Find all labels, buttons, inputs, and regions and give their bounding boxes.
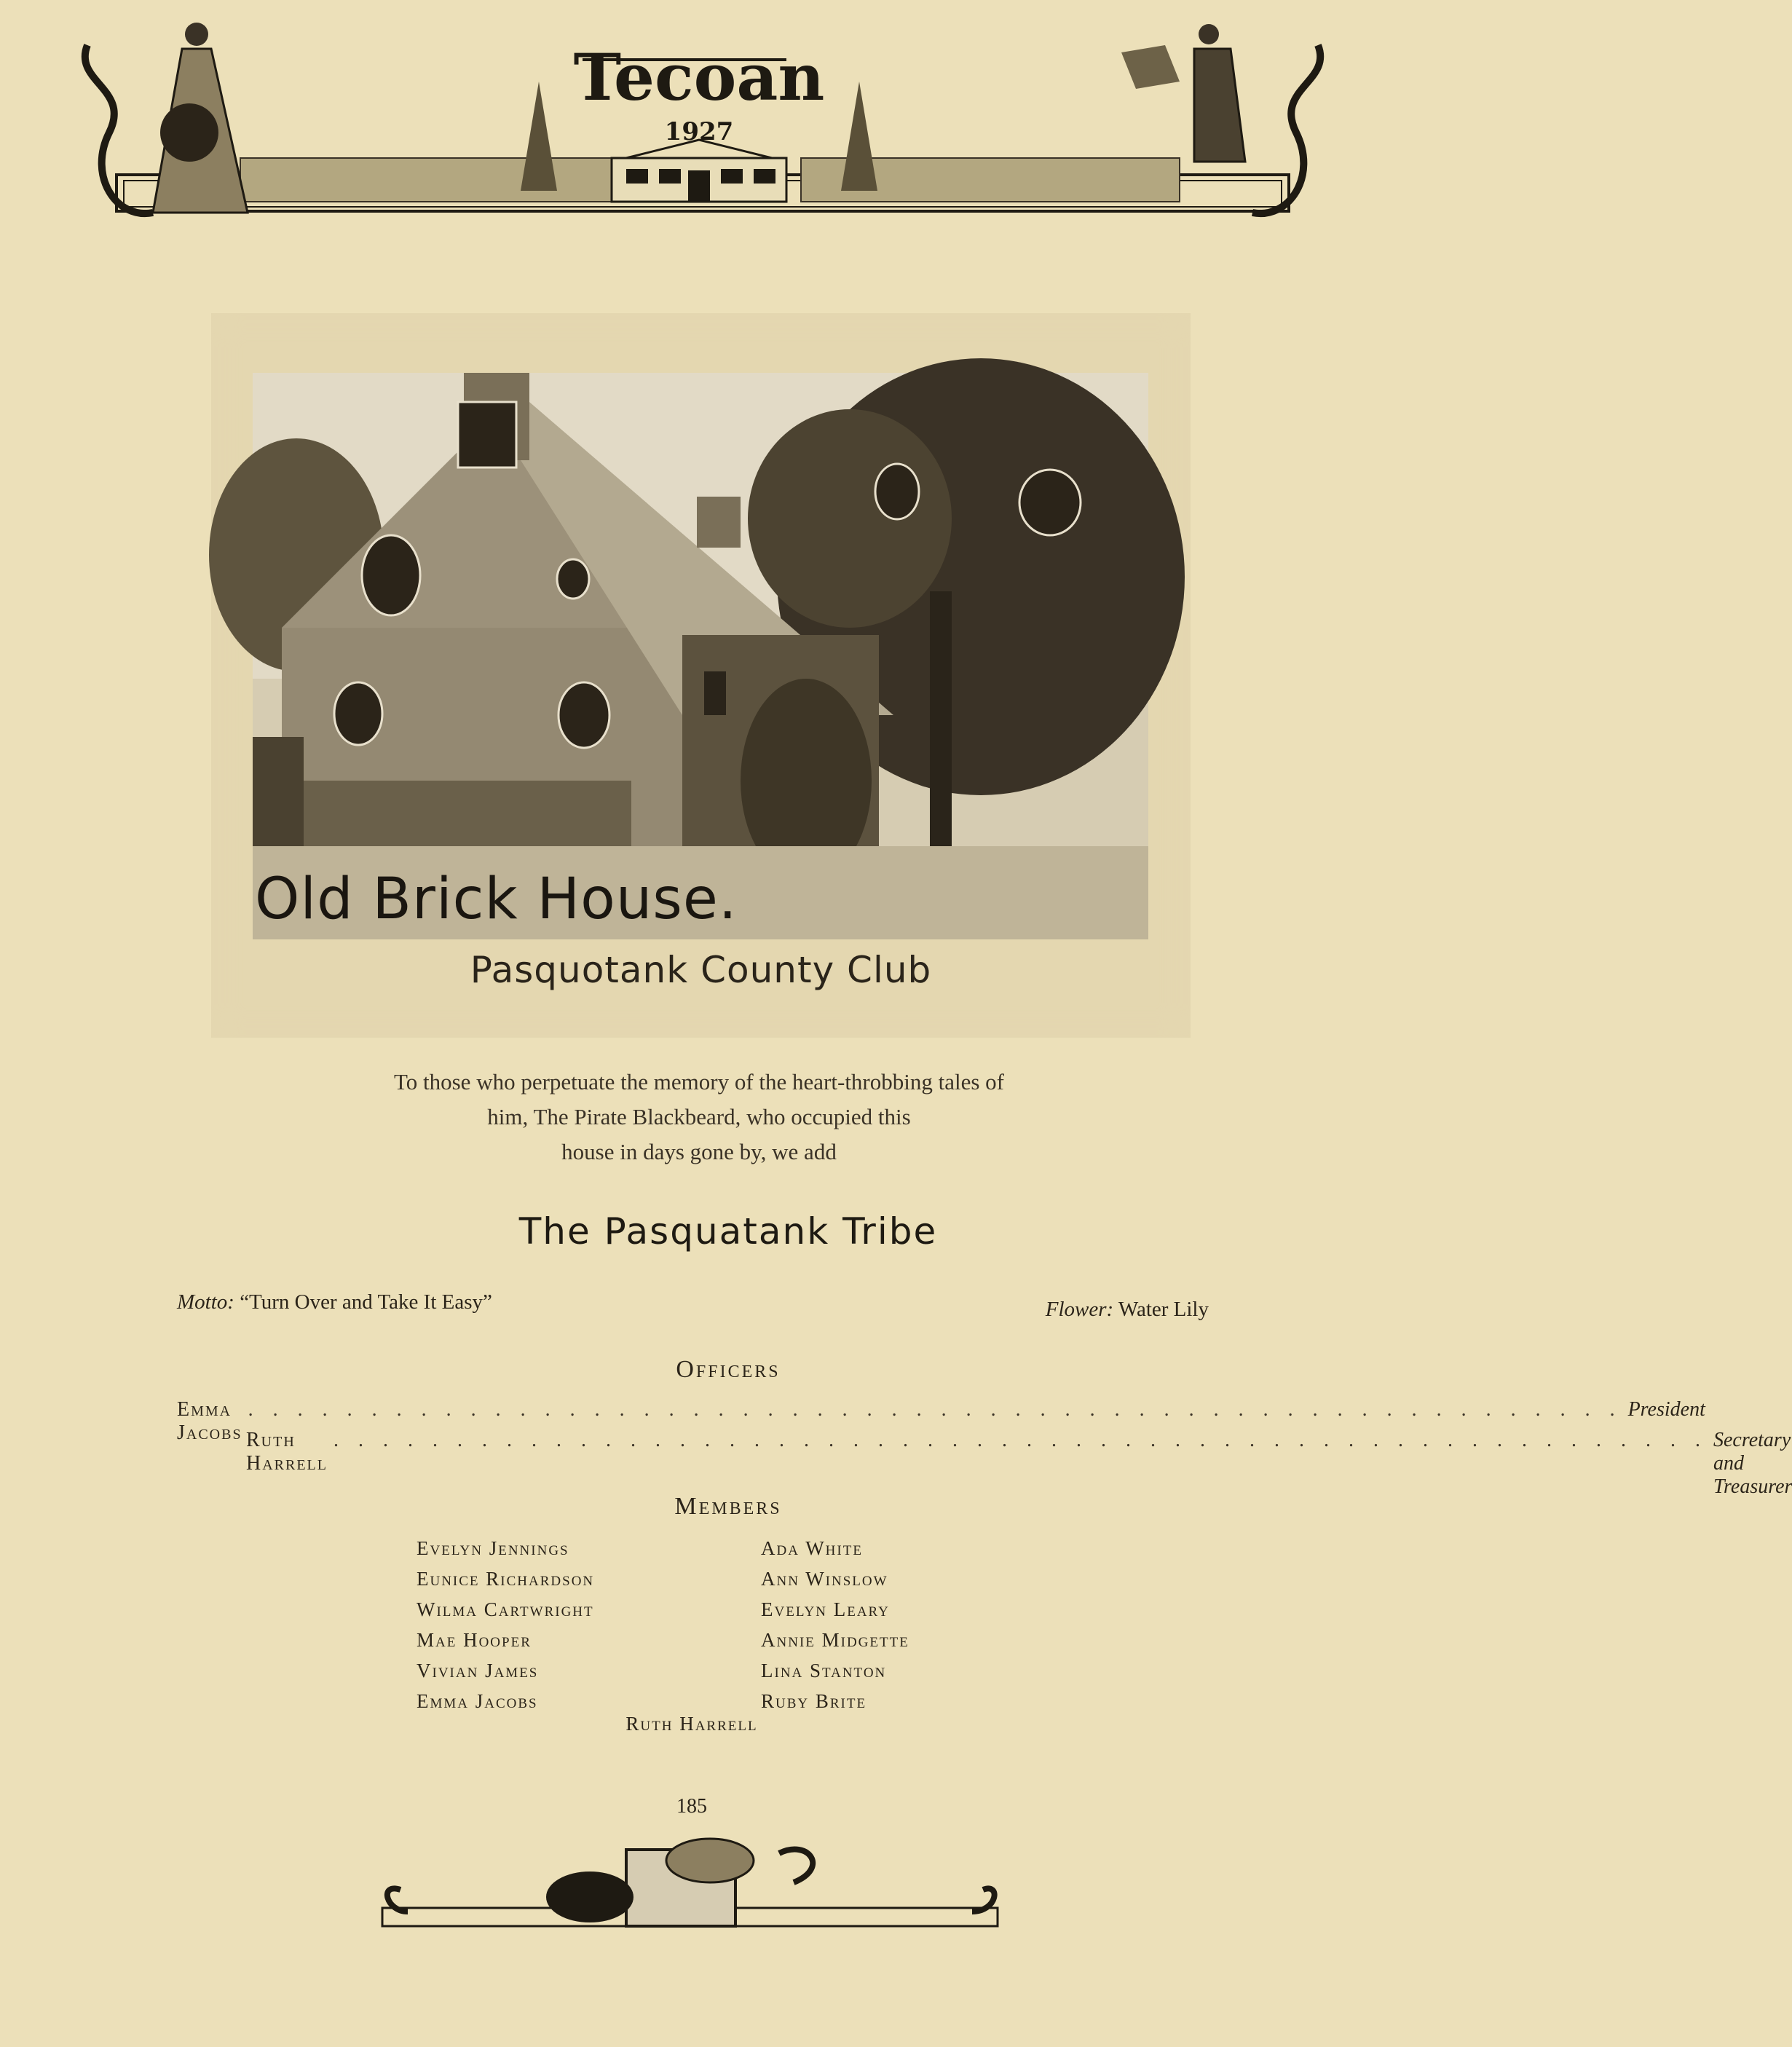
tribe-title: The Pasquatank Tribe: [518, 1210, 938, 1253]
photo-frame: [211, 313, 1191, 1038]
officer-title: Secretary and Treasurer: [1713, 1429, 1792, 1498]
officer-name: Ruth Harrell: [246, 1429, 328, 1475]
motto-value: “Turn Over and Take It Easy”: [240, 1290, 492, 1314]
header-title: Tecoan: [573, 39, 825, 115]
officer-name: Emma Jacobs: [177, 1398, 242, 1444]
leader-dots: . . . . . . . . . . . . . . . . . . . . . . . . . . . . . . . . . . . . . . . . . . . . . . . . . . . . . . . .: [248, 1398, 1622, 1421]
member-name: Ann Winslow: [761, 1568, 888, 1590]
dedication-line: him, The Pirate Blackbeard, who occupied this: [487, 1104, 911, 1129]
member-name: Ruby Brite: [761, 1690, 867, 1712]
leader-dots: . . . . . . . . . . . . . . . . . . . . . . . . . . . . . . . . . . . . . . . . . . . . . . . . . . . . . . . .: [333, 1429, 1708, 1451]
member-name: Lina Stanton: [761, 1660, 887, 1681]
member-name: Ada White: [761, 1537, 863, 1559]
lady-figure: [153, 23, 248, 213]
header-illustration: [73, 16, 1333, 234]
members-column-left: [417, 1533, 594, 1716]
member-name: Ruth Harrell: [625, 1713, 758, 1735]
officer-title: President: [1627, 1398, 1705, 1421]
gentleman-figure: [1121, 24, 1245, 162]
member-name: Evelyn Jennings: [417, 1537, 569, 1559]
motto: [177, 1290, 492, 1314]
dedication-line: house in days gone by, we add: [561, 1139, 837, 1164]
officers-heading: Officers: [676, 1356, 781, 1383]
house-photo: [253, 373, 1148, 939]
photo-caption: Pasquotank County Club: [470, 949, 932, 991]
dedication-text: [262, 1065, 1136, 1170]
member-name: Mae Hooper: [417, 1629, 532, 1651]
page-number: 185: [676, 1795, 707, 1818]
member-name: Vivian James: [417, 1660, 539, 1681]
motto-label: Motto:: [177, 1290, 234, 1314]
member-name: Evelyn Leary: [761, 1598, 890, 1620]
dedication-line: To those who perpetuate the memory of the heart-throbbing tales of: [393, 1069, 1004, 1095]
footer-ornament: [379, 1831, 1001, 1948]
header-year: 1927: [664, 117, 734, 146]
member-name: Emma Jacobs: [417, 1690, 538, 1712]
mansion-illustration: [612, 140, 786, 202]
footer-illustration: [379, 1831, 1001, 1948]
member-name: Annie Midgette: [761, 1629, 909, 1651]
teapot-icon: [546, 1839, 813, 1926]
flower: [1046, 1298, 1209, 1322]
officer-row: [246, 1429, 1792, 1499]
header-banner: [73, 16, 1333, 234]
member-name: Wilma Cartwright: [417, 1598, 594, 1620]
member-name: Eunice Richardson: [417, 1568, 595, 1590]
photo-title: Old Brick House.: [255, 867, 738, 932]
members-heading: Members: [674, 1493, 782, 1520]
flower-label: Flower:: [1045, 1298, 1114, 1321]
members-column-right: [761, 1533, 909, 1716]
flower-value: Water Lily: [1118, 1298, 1209, 1321]
